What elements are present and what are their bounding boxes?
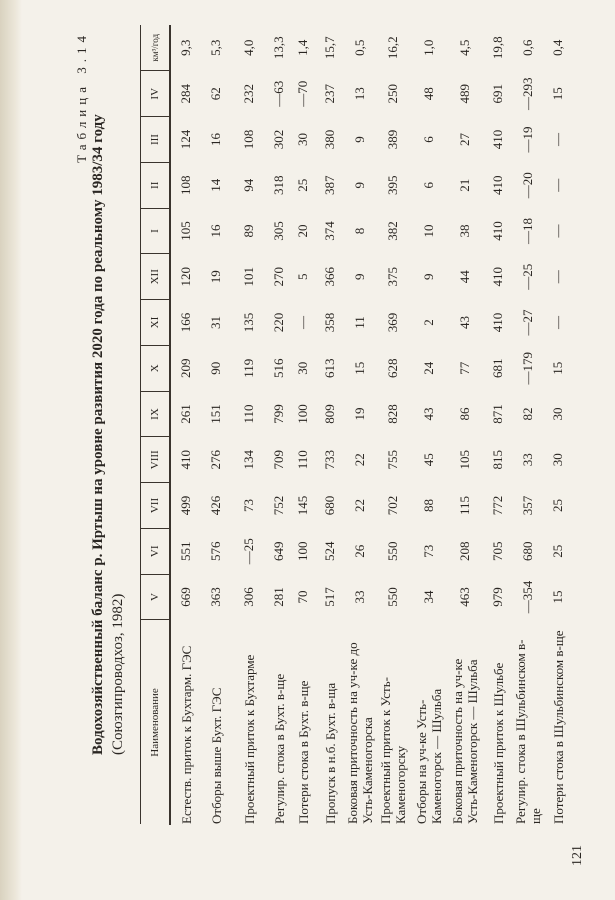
column-header-annual: км³/год bbox=[141, 25, 171, 71]
table-cell: 101 bbox=[241, 267, 256, 287]
table-cell: 551 bbox=[178, 541, 193, 562]
table-label: Таблица 3.14 bbox=[74, 31, 89, 163]
table-cell: — bbox=[295, 316, 310, 330]
table-cell: 755 bbox=[385, 450, 400, 470]
table-cell: 26 bbox=[352, 544, 367, 558]
table-cell: 105 bbox=[457, 450, 472, 470]
table-subtitle: (Союзгипроводхоз, 1982) bbox=[110, 593, 126, 755]
row-name: Проектный приток к Шульбе bbox=[490, 662, 506, 824]
table-cell: 48 bbox=[421, 87, 436, 101]
table-cell: 105 bbox=[178, 221, 193, 241]
page-number: 121 bbox=[570, 845, 585, 866]
table-cell: — bbox=[550, 178, 565, 192]
row-name: Регулир. стока в Шульбинском в-ще bbox=[513, 639, 543, 824]
table-cell: 108 bbox=[241, 129, 256, 150]
table-cell: 45 bbox=[421, 453, 436, 467]
table-cell: 25 bbox=[550, 499, 565, 513]
table-cell: 357 bbox=[520, 495, 535, 516]
table-cell: 38 bbox=[457, 224, 472, 238]
row-name: Потери стока в Бухт. в-ще bbox=[295, 680, 311, 824]
table-cell: 0,6 bbox=[520, 39, 535, 56]
table-row bbox=[231, 25, 267, 825]
table-cell: 43 bbox=[457, 316, 472, 330]
table-row bbox=[483, 25, 513, 825]
table-cell: 9 bbox=[352, 182, 367, 189]
table-cell: — bbox=[550, 270, 565, 284]
table-cell: 115 bbox=[457, 496, 472, 516]
header-row bbox=[141, 25, 171, 825]
column-header-xi: XI bbox=[141, 300, 171, 346]
table-cell: 135 bbox=[241, 312, 256, 333]
column-header-vi: VI bbox=[141, 528, 171, 574]
table-cell: 705 bbox=[490, 541, 505, 562]
table-cell: 733 bbox=[322, 450, 337, 470]
table-cell: 30 bbox=[550, 407, 565, 421]
table-cell: 8 bbox=[352, 227, 367, 235]
table-cell: 772 bbox=[490, 495, 505, 516]
table-row bbox=[201, 25, 231, 825]
table-cell: 77 bbox=[457, 361, 472, 375]
table-cell: 4,0 bbox=[241, 39, 256, 56]
table-cell: 649 bbox=[271, 541, 286, 562]
table-cell: 13,3 bbox=[271, 36, 286, 60]
table-row bbox=[447, 25, 483, 825]
table-cell: 2 bbox=[421, 319, 436, 326]
table-cell: 250 bbox=[385, 84, 400, 104]
table-cell: 14 bbox=[208, 178, 223, 192]
row-name: Боковая приточность на уч-ке до Усть-Каменогорска bbox=[345, 642, 375, 824]
table-cell: 1,4 bbox=[295, 39, 310, 56]
table-cell: 89 bbox=[241, 224, 256, 238]
table-cell: 34 bbox=[421, 590, 436, 604]
table-cell: 19 bbox=[352, 407, 367, 421]
table-cell: 318 bbox=[271, 175, 286, 196]
table-cell: 20 bbox=[295, 224, 310, 238]
table-cell: 752 bbox=[271, 495, 286, 516]
table-cell: 88 bbox=[421, 499, 436, 513]
table-cell: 499 bbox=[178, 495, 193, 516]
table-cell: 27 bbox=[457, 133, 472, 147]
column-header-xii: XII bbox=[141, 254, 171, 300]
table-cell: 94 bbox=[241, 178, 256, 192]
table-cell: 550 bbox=[385, 587, 400, 607]
table-cell: 389 bbox=[385, 129, 400, 150]
table-cell: 276 bbox=[208, 450, 223, 470]
table-row bbox=[513, 25, 543, 825]
column-header-v: V bbox=[141, 574, 171, 620]
table-cell: 90 bbox=[208, 361, 223, 375]
row-name: Пропуск в н.б. Бухт. в-ща bbox=[322, 682, 338, 824]
table-cell: 387 bbox=[322, 175, 337, 196]
table-cell: 358 bbox=[322, 312, 337, 333]
table-cell: 9 bbox=[352, 136, 367, 143]
column-header-name: Наименование bbox=[141, 620, 171, 825]
table-cell: 209 bbox=[178, 358, 193, 379]
table-cell: 108 bbox=[178, 175, 193, 196]
table-cell: 305 bbox=[271, 221, 286, 241]
table-cell: 426 bbox=[208, 495, 223, 516]
table-cell: 100 bbox=[295, 404, 310, 424]
table-cell: 19,8 bbox=[490, 36, 505, 60]
table-cell: 410 bbox=[178, 450, 193, 470]
table-cell: 237 bbox=[322, 84, 337, 104]
table-cell: 6 bbox=[421, 182, 436, 189]
table-cell: 9,3 bbox=[178, 39, 193, 56]
table-cell: 31 bbox=[208, 316, 223, 330]
table-cell: 19 bbox=[208, 270, 223, 284]
table-cell: —25 bbox=[520, 263, 535, 290]
table-cell: — bbox=[550, 316, 565, 330]
table-cell: —63 bbox=[271, 80, 286, 107]
row-name: Проектный приток к Бухтарме bbox=[241, 654, 257, 824]
table-row bbox=[375, 25, 411, 825]
table-cell: 134 bbox=[241, 450, 256, 470]
book-spine-shadow bbox=[0, 0, 22, 900]
table-cell: —179 bbox=[520, 352, 535, 385]
table-cell: —20 bbox=[520, 172, 535, 199]
table-cell: 0,5 bbox=[352, 39, 367, 56]
table-cell: 680 bbox=[322, 495, 337, 516]
table-cell: 691 bbox=[490, 84, 505, 104]
table-cell: 302 bbox=[271, 129, 286, 150]
table-cell: 16 bbox=[208, 224, 223, 238]
table-cell: 25 bbox=[550, 544, 565, 558]
row-name: Боковая приточность на уч-ке Усть-Каменогорск — Шульба bbox=[450, 658, 480, 824]
table-cell: —354 bbox=[520, 580, 535, 614]
table-cell: 43 bbox=[421, 407, 436, 421]
table-cell: —293 bbox=[520, 77, 535, 111]
table-cell: 410 bbox=[490, 267, 505, 287]
table-cell: 119 bbox=[241, 358, 256, 378]
table-cell: 15 bbox=[550, 87, 565, 101]
table-cell: —27 bbox=[520, 309, 535, 336]
column-header-iii: III bbox=[141, 117, 171, 163]
table-cell: 5,3 bbox=[208, 39, 223, 56]
table-cell: 516 bbox=[271, 358, 286, 379]
table-cell: 151 bbox=[208, 404, 223, 424]
table-cell: 15 bbox=[550, 590, 565, 604]
table-cell: 382 bbox=[385, 221, 400, 241]
water-balance-table bbox=[140, 25, 574, 825]
table-cell: 110 bbox=[295, 450, 310, 470]
table-cell: 550 bbox=[385, 541, 400, 562]
table-cell: 809 bbox=[322, 404, 337, 424]
table-row bbox=[315, 25, 345, 825]
table-cell: 489 bbox=[457, 84, 472, 104]
table-row bbox=[267, 25, 291, 825]
table-cell: 281 bbox=[271, 587, 286, 607]
row-name: Отборы на уч-ке Усть-Каменогорск — Шульба bbox=[414, 688, 444, 824]
table-cell: 363 bbox=[208, 587, 223, 607]
rotated-page bbox=[30, 25, 590, 885]
table-cell: 395 bbox=[385, 175, 400, 196]
table-title: Водохозяйственный баланс р. Иртыш на уровне развития 2020 года по реальному 1983/34 году bbox=[90, 114, 106, 755]
table-cell: 613 bbox=[322, 358, 337, 379]
table-cell: 6 bbox=[421, 136, 436, 143]
table-cell: 15 bbox=[352, 361, 367, 375]
column-header-iv: IV bbox=[141, 71, 171, 117]
table-cell: 124 bbox=[178, 129, 193, 150]
table-cell: 410 bbox=[490, 129, 505, 150]
row-name: Отборы выше Бухт. ГЭС bbox=[208, 687, 224, 824]
table-body bbox=[170, 25, 574, 825]
table-cell: 410 bbox=[490, 312, 505, 333]
column-header-ix: IX bbox=[141, 391, 171, 437]
table-cell: 22 bbox=[352, 499, 367, 513]
table-cell: 702 bbox=[385, 495, 400, 516]
table-cell: 25 bbox=[295, 178, 310, 192]
row-name: Потери стока в Шульбинском в-ще bbox=[550, 630, 566, 824]
table-cell: 62 bbox=[208, 87, 223, 101]
table-cell: —19 bbox=[520, 126, 535, 153]
table-cell: 680 bbox=[520, 541, 535, 562]
table-cell: 709 bbox=[271, 450, 286, 470]
table-cell: 16 bbox=[208, 133, 223, 147]
table-cell: 73 bbox=[241, 499, 256, 513]
table-cell: 30 bbox=[550, 453, 565, 467]
table-row bbox=[345, 25, 375, 825]
table-cell: 15 bbox=[550, 361, 565, 375]
table-cell: 100 bbox=[295, 541, 310, 562]
table-cell: 120 bbox=[178, 267, 193, 287]
table-cell: 1,0 bbox=[421, 39, 436, 56]
table-cell: 44 bbox=[457, 270, 472, 284]
table-cell: 9 bbox=[352, 273, 367, 281]
table-cell: — bbox=[550, 224, 565, 238]
table-cell: 145 bbox=[295, 495, 310, 516]
table-cell: 669 bbox=[178, 587, 193, 607]
table-cell: 73 bbox=[421, 544, 436, 558]
row-name: Проектный приток к Усть-Каменогорску bbox=[378, 677, 408, 824]
table-cell: 11 bbox=[352, 316, 367, 329]
row-name: Регулир. стока в Бухт. в-ще bbox=[271, 673, 287, 824]
table-cell: 30 bbox=[295, 133, 310, 147]
table-cell: 33 bbox=[520, 453, 535, 467]
table-row bbox=[291, 25, 315, 825]
table-cell: 871 bbox=[490, 404, 505, 424]
table-cell: 82 bbox=[520, 407, 535, 421]
table-cell: 9 bbox=[421, 273, 436, 281]
table-cell: 166 bbox=[178, 312, 193, 333]
table-cell: 366 bbox=[322, 267, 337, 287]
table-cell: 22 bbox=[352, 453, 367, 467]
table-cell: 270 bbox=[271, 267, 286, 287]
column-header-i: I bbox=[141, 208, 171, 254]
table-cell: 261 bbox=[178, 404, 193, 424]
table-cell: 380 bbox=[322, 129, 337, 150]
column-header-viii: VIII bbox=[141, 437, 171, 483]
table-cell: 110 bbox=[241, 404, 256, 424]
table-cell: 979 bbox=[490, 587, 505, 607]
table-cell: —18 bbox=[520, 218, 535, 245]
table-cell: 21 bbox=[457, 178, 472, 192]
table-cell: 463 bbox=[457, 587, 472, 607]
table-cell: 369 bbox=[385, 312, 400, 333]
table-cell: 374 bbox=[322, 221, 337, 241]
table-cell: 30 bbox=[295, 361, 310, 375]
table-cell: 220 bbox=[271, 312, 286, 333]
column-header-ii: II bbox=[141, 162, 171, 208]
column-header-x: X bbox=[141, 345, 171, 391]
table-row bbox=[170, 25, 201, 825]
table-cell: 681 bbox=[490, 358, 505, 379]
table-cell: 628 bbox=[385, 358, 400, 379]
table-cell: 13 bbox=[352, 87, 367, 101]
table-cell: 24 bbox=[421, 361, 436, 375]
table-cell: 410 bbox=[490, 175, 505, 196]
table-cell: 16,2 bbox=[385, 36, 400, 60]
table-cell: —70 bbox=[295, 80, 310, 107]
table-cell: 70 bbox=[295, 590, 310, 604]
table-cell: 306 bbox=[241, 587, 256, 607]
table-cell: 410 bbox=[490, 221, 505, 241]
table-cell: 86 bbox=[457, 407, 472, 421]
table-cell: 208 bbox=[457, 541, 472, 562]
table-cell: 4,5 bbox=[457, 39, 472, 56]
table-cell: 828 bbox=[385, 404, 400, 424]
table-cell: 576 bbox=[208, 541, 223, 562]
table-row bbox=[543, 25, 574, 825]
table-cell: 284 bbox=[178, 84, 193, 104]
table-cell: 815 bbox=[490, 450, 505, 470]
column-header-vii: VII bbox=[141, 483, 171, 529]
row-name: Естеств. приток к Бухтарм. ГЭС bbox=[178, 645, 194, 824]
table-cell: 232 bbox=[241, 84, 256, 104]
table-cell: 15,7 bbox=[322, 36, 337, 60]
table-cell: 799 bbox=[271, 404, 286, 424]
table-cell: — bbox=[550, 133, 565, 147]
table-cell: 375 bbox=[385, 267, 400, 287]
table-cell: 0,4 bbox=[550, 39, 565, 56]
table-row bbox=[411, 25, 447, 825]
table-cell: 33 bbox=[352, 590, 367, 604]
table-cell: 10 bbox=[421, 224, 436, 238]
table-cell: —25 bbox=[241, 538, 256, 565]
table-cell: 5 bbox=[295, 273, 310, 281]
table-cell: 517 bbox=[322, 587, 337, 607]
table-cell: 524 bbox=[322, 541, 337, 562]
